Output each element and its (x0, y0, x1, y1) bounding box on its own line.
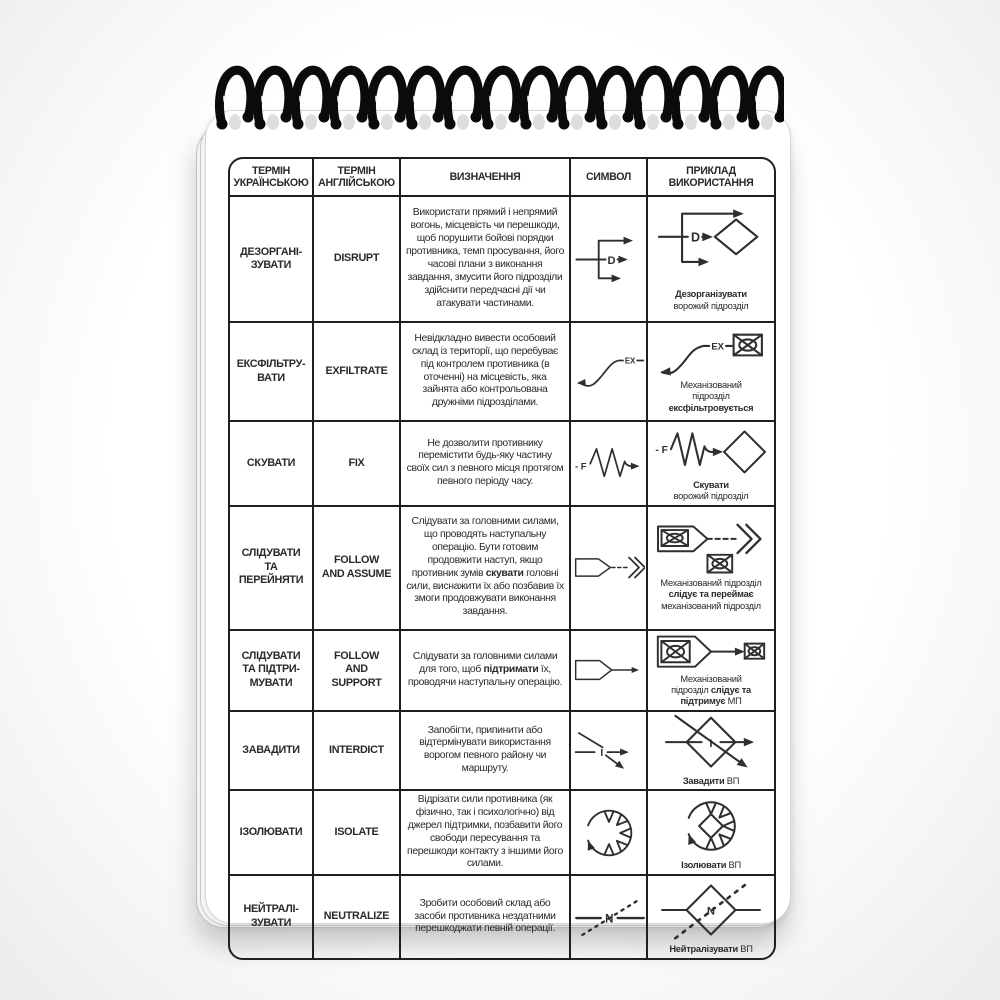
fix-symbol (573, 440, 644, 486)
interdict-example (650, 714, 772, 774)
column-header-definition: ВИЗНАЧЕННЯ (401, 159, 571, 197)
term-ua-cell: ЕКСФІЛЬТРУ- ВАТИ (230, 323, 314, 422)
neutralize-example (650, 878, 772, 942)
definition-cell: Невідкладно вивести особовий склад із території, що перебуває під контролем противника (в оточенні) на місцевість, яка зайнята або контрольована дружніми підрозділами. (401, 323, 571, 422)
example-caption: Механізований підрозділ ексфільтровується (668, 380, 754, 413)
term-en-cell: ISOLATE (314, 791, 401, 876)
definition-cell: Зробити особовий склад або засоби противника нездатними перешкоджати певній операції. (401, 876, 571, 957)
example-caption: Ізолювати ВП (681, 859, 741, 870)
term-row-exfiltrate (230, 323, 774, 422)
svg-text:I: I (709, 737, 713, 750)
term-row-follow-assume (230, 507, 774, 631)
example-caption: Завадити ВП (682, 775, 740, 786)
term-row-neutralize (230, 876, 774, 957)
symbol-cell (571, 422, 648, 507)
svg-text:EX: EX (711, 340, 724, 352)
term-en-cell: DISRUPT (314, 197, 401, 323)
interdict-symbol (573, 728, 644, 773)
term-en-cell: FOLLOW AND ASSUME (314, 507, 401, 631)
term-ua-cell: СКУВАТИ (230, 422, 314, 507)
term-row-fix (230, 422, 774, 507)
neutralize-symbol (573, 895, 644, 938)
disrupt-symbol (573, 232, 644, 287)
definition-cell: Не дозволити противнику перемістити будь-яку частину своїх сил з певного місця протягом певного періоду часу. (401, 422, 571, 507)
notebook-page (205, 110, 791, 955)
column-header-example: ПРИКЛАД ВИКОРИСТАННЯ (648, 159, 774, 197)
example-cell (648, 631, 774, 712)
term-en-cell: NEUTRALIZE (314, 876, 401, 957)
term-en-cell: FOLLOW AND SUPPORT (314, 631, 401, 712)
symbol-cell (571, 791, 648, 876)
svg-text:N: N (605, 914, 614, 927)
term-en-cell: FIX (314, 422, 401, 507)
example-cell (648, 323, 774, 422)
term-ua-cell: ДЕЗОРГАНІ- ЗУВАТИ (230, 197, 314, 323)
definition-cell: Слідувати за головними силами для того, щоб підтримати їх, проводячи наступальну операцію. (401, 631, 571, 712)
follow-support-example (650, 633, 772, 672)
follow-support-symbol (573, 658, 644, 682)
terms-table (228, 157, 776, 960)
disrupt-example (650, 206, 772, 287)
symbol-cell (571, 507, 648, 631)
definition-cell: Використати прямий і непрямий вогонь, місцевість чи перешкоди, щоб порушити бойові порядки противника, темп просування, його часові плани з виконання завдання, змусити його підрозділи здійснити передчасні дії чи атакувати частинами. (401, 197, 571, 323)
term-row-disrupt (230, 197, 774, 323)
term-ua-cell: НЕЙТРАЛІ- ЗУВАТИ (230, 876, 314, 957)
column-header-term-en: ТЕРМІН АНГЛІЙСЬКОЮ (314, 159, 401, 197)
symbol-cell (571, 876, 648, 957)
example-cell (648, 197, 774, 323)
example-cell (648, 507, 774, 631)
term-en-cell: EXFILTRATE (314, 323, 401, 422)
column-header-term-ua: ТЕРМІН УКРАЇНСЬКОЮ (230, 159, 314, 197)
exfiltrate-example (650, 329, 772, 378)
example-cell (648, 876, 774, 957)
example-caption: Дезорганізувати ворожий підрозділ (673, 289, 749, 311)
term-ua-cell: ЗАВАДИТИ (230, 712, 314, 791)
symbol-cell (571, 323, 648, 422)
term-row-interdict (230, 712, 774, 791)
symbol-cell (571, 712, 648, 791)
follow-assume-symbol (573, 552, 644, 583)
symbol-cell (571, 631, 648, 712)
svg-text:- F: - F (655, 444, 668, 456)
svg-text:D: D (607, 254, 616, 267)
exfiltrate-symbol (573, 351, 644, 392)
svg-text:N: N (706, 906, 716, 919)
definition-cell: Запобігти, припинити або відтермінувати використання ворогом певного району чи маршруту. (401, 712, 571, 791)
spiral-binding (212, 58, 784, 144)
isolate-symbol (573, 803, 644, 863)
example-cell (648, 422, 774, 507)
table-body (230, 197, 774, 958)
example-caption: Скувати ворожий підрозділ (673, 480, 749, 502)
example-caption: Механізований підрозділ слідує та переймає механізований підрозділ (660, 578, 762, 611)
table-header-row (230, 159, 774, 197)
example-caption: Механізований підрозділ слідує та підтримує МП (671, 673, 751, 707)
term-ua-cell: ІЗОЛЮВАТИ (230, 791, 314, 876)
fix-example (650, 424, 772, 478)
term-ua-cell: СЛІДУВАТИ ТА ПЕРЕЙНЯТИ (230, 507, 314, 631)
definition-cell: Відрізати сили противника (як фізично, так і психологічно) від джерел підтримки, позбавити його свободи пересування та перешкоди контакту з іншими його силами. (401, 791, 571, 876)
follow-assume-example (650, 523, 772, 576)
svg-text:- F: - F (575, 460, 587, 472)
column-header-symbol: СИМВОЛ (571, 159, 648, 197)
definition-cell: Слідувати за головними силами, що проводять наступальну операцію. Бути готовим продовжити наступ, якщо противник зумів скувати головні сили, виснажити їх або позбавив їх змоги продовжувати виконання завдання. (401, 507, 571, 631)
example-cell (648, 791, 774, 876)
term-row-follow-support (230, 631, 774, 712)
term-ua-cell: СЛІДУВАТИ ТА ПІДТРИ- МУВАТИ (230, 631, 314, 712)
svg-text:I: I (599, 747, 603, 759)
term-en-cell: INTERDICT (314, 712, 401, 791)
svg-text:D: D (691, 230, 701, 245)
isolate-example (650, 794, 772, 858)
example-cell (648, 712, 774, 791)
example-caption: Нейтралізувати ВП (669, 944, 753, 955)
svg-text:EX: EX (624, 356, 636, 366)
term-row-isolate (230, 791, 774, 876)
symbol-cell (571, 197, 648, 323)
